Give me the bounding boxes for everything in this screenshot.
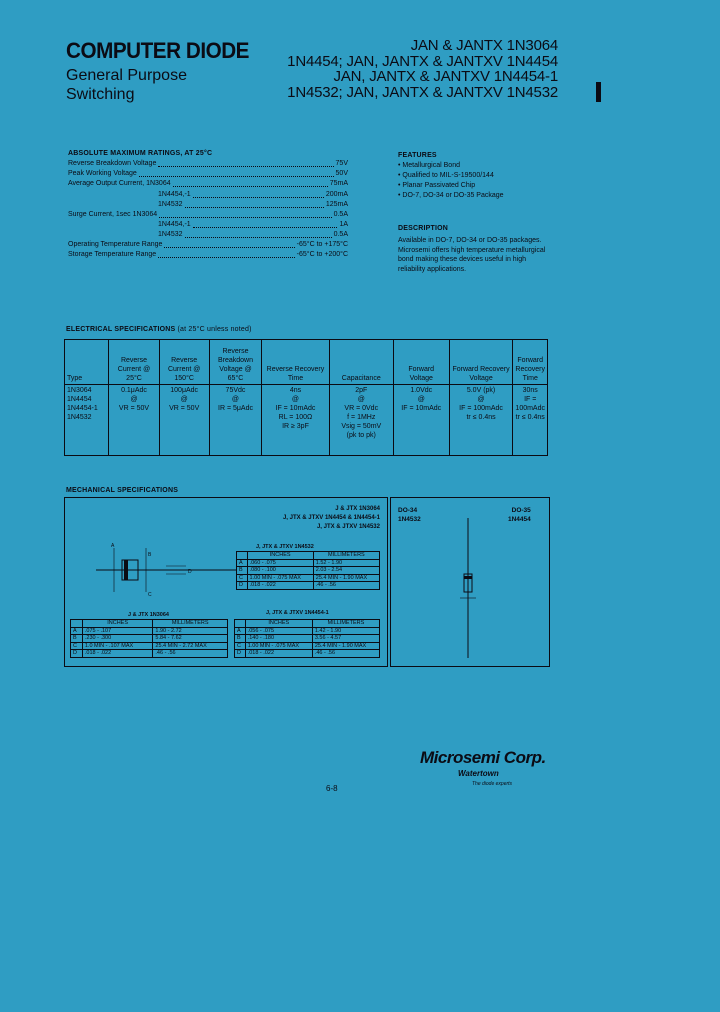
table-cell: 2pF @ VR = 0Vdc f = 1MHz Vsig = 50mV (pk to pk) — [329, 385, 393, 456]
col-header: Reverse Recovery Time — [262, 340, 330, 385]
do35-label-block — [508, 506, 531, 524]
table-cell: D — [237, 582, 248, 590]
rating-row: Storage Temperature Range -65°C to +200°C — [68, 251, 348, 258]
do34-part: 1N4532 — [398, 516, 421, 523]
feature-item: • DO-7, DO-34 or DO-35 Package — [398, 192, 504, 199]
table-cell: .075 - .107 — [82, 627, 153, 635]
feature-item: • Planar Passivated Chip — [398, 182, 476, 189]
table-row — [65, 385, 548, 456]
col-header — [235, 620, 246, 628]
electrical-heading-text: ELECTRICAL SPECIFICATIONS — [66, 326, 176, 333]
table-cell: C — [71, 642, 83, 650]
table-header-row — [71, 620, 228, 628]
description-heading: DESCRIPTION — [398, 225, 449, 232]
do34-label: DO-34 — [398, 507, 418, 514]
features-heading: FEATURES — [398, 152, 437, 159]
col-header: Forward Voltage — [393, 340, 449, 385]
table-cell: .080 - .100 — [247, 567, 313, 575]
table-caption: J & JTX 1N3064 — [128, 612, 169, 618]
do35-part: 1N4454 — [508, 516, 531, 523]
table-row — [237, 567, 380, 575]
table-caption: J, JTX & JTXV 1N4454-1 — [266, 610, 329, 616]
col-header: Reverse Current @ 150°C — [159, 340, 209, 385]
table-cell: 5.84 - 7.62 — [153, 635, 228, 643]
table-cell: .140 - .180 — [245, 635, 312, 643]
table-cell: A — [235, 627, 246, 635]
table-cell: 1.0Vdc @ IF = 10mAdc — [393, 385, 449, 456]
table-cell: 5.0V (pk) @ IF = 100mAdc tr ≤ 0.4ns — [449, 385, 513, 456]
description-text: Available in DO-7, DO-34 or DO-35 packages. Microsemi offers high temperature metallurgical bond making these devices useful in high reliability applications. — [398, 237, 546, 273]
table-cell: .46 - .56 — [153, 650, 228, 658]
rating-row: Surge Current, 1sec 1N3064 0.5A — [68, 211, 348, 218]
table-cell: .018 - .022 — [82, 650, 153, 658]
table-cell: 1N3064 1N4454 1N4454-1 1N4532 — [65, 385, 109, 456]
table-cell: 75Vdc @ IR = 5μAdc — [209, 385, 261, 456]
subtitle-line-2: Switching — [66, 86, 135, 103]
rating-row: 1N4454,-1 200mA — [158, 191, 348, 198]
table-cell: 1.00 MIN - .075 MAX — [245, 642, 312, 650]
features-list — [398, 161, 504, 201]
col-header: Reverse Current @ 25°C — [109, 340, 159, 385]
table-cell: 1.42 - 1.90 — [312, 627, 379, 635]
table-row — [235, 650, 380, 658]
diode-outline-drawing — [96, 540, 236, 600]
table-row — [71, 627, 228, 635]
part-line: 1N4454; JAN, JANTX & JANTXV 1N4454 — [287, 52, 558, 70]
table-cell: 4ns @ IF = 10mAdc RL = 100Ω IR ≥ 3pF — [262, 385, 330, 456]
table-cell: 25.4 MIN - 1.90 MAX — [313, 574, 379, 582]
part-line: JAN & JANTX 1N3064 — [410, 37, 558, 54]
rating-row: 1N4454,-1 1A — [158, 221, 348, 228]
table-row — [235, 627, 380, 635]
table-cell: 3.56 - 4.57 — [312, 635, 379, 643]
company-tagline: The diode experts — [472, 781, 513, 787]
col-header: INCHES — [247, 552, 313, 560]
table-row — [237, 574, 380, 582]
table-cell: 30ns IF = 100mAdc tr ≤ 0.4ns — [513, 385, 548, 456]
col-header: Reverse Breakdown Voltage @ 65°C — [209, 340, 261, 385]
company-logo: Microsemi Corp. — [420, 748, 546, 767]
table-cell: 100μAdc @ VR = 50V — [159, 385, 209, 456]
table-cell: .46 - .56 — [312, 650, 379, 658]
do34-label-block — [398, 506, 421, 524]
table-cell: B — [71, 635, 83, 643]
table-cell: C — [237, 574, 248, 582]
group-label-line: J, JTX & JTXV 1N4454 & 1N4454-1 — [282, 515, 380, 521]
part-numbers — [287, 38, 558, 100]
rating-row: Reverse Breakdown Voltage 75V — [68, 160, 348, 167]
col-header: Forward Recovery Voltage — [449, 340, 513, 385]
page-number: 6-8 — [326, 784, 338, 793]
table-cell: B — [235, 635, 246, 643]
electrical-heading — [66, 326, 252, 333]
part-line: JAN, JANTX & JANTXV 1N4454-1 — [333, 68, 558, 85]
dim-label: B — [148, 552, 152, 558]
col-header: INCHES — [245, 620, 312, 628]
table-header-row — [65, 340, 548, 385]
table-row — [235, 642, 380, 650]
table-cell: D — [235, 650, 246, 658]
table-header-row — [237, 552, 380, 560]
dimension-table-1n4532 — [236, 551, 380, 590]
col-header: Forward Recovery Time — [513, 340, 548, 385]
dimension-table-1n4454 — [234, 619, 380, 658]
dim-label: D — [188, 569, 192, 575]
mechanical-heading: MECHANICAL SPECIFICATIONS — [66, 487, 179, 494]
document-title: COMPUTER DIODE — [66, 38, 250, 63]
dimension-table-1n3064 — [70, 619, 228, 658]
table-cell: D — [71, 650, 83, 658]
table-cell: .056 - .075 — [245, 627, 312, 635]
table-cell: 0.1μAdc @ VR = 50V — [109, 385, 159, 456]
table-cell: 1.0 MIN - .107 MAX — [82, 642, 153, 650]
table-cell: A — [71, 627, 83, 635]
feature-item: • Metallurgical Bond — [398, 162, 460, 169]
col-header: MILLIMETERS — [312, 620, 379, 628]
table-row — [71, 642, 228, 650]
do35-label: DO-35 — [511, 507, 531, 514]
table-row — [71, 650, 228, 658]
table-row — [237, 582, 380, 590]
rating-row: 1N4532 0.5A — [158, 231, 348, 238]
table-cell: .018 - .022 — [247, 582, 313, 590]
col-header: INCHES — [82, 620, 153, 628]
table-row — [71, 635, 228, 643]
part-line: 1N4532; JAN, JANTX & JANTXV 1N4532 — [287, 83, 558, 101]
col-header — [71, 620, 83, 628]
table-cell: A — [237, 559, 248, 567]
rating-row: Peak Working Voltage 50V — [68, 170, 348, 177]
table-cell: C — [235, 642, 246, 650]
do35-diode-drawing — [456, 518, 480, 658]
table-cell: B — [237, 567, 248, 575]
table-cell: .46 - .56 — [313, 582, 379, 590]
table-cell: 25.4 MIN - 2.72 MAX — [153, 642, 228, 650]
rating-row: Average Output Current, 1N3064 75mA — [68, 180, 348, 187]
electrical-spec-table — [64, 339, 548, 456]
table-cell: 1.52 - 1.90 — [313, 559, 379, 567]
table-cell: .018 - .022 — [245, 650, 312, 658]
feature-item: • Qualified to MIL-S-19500/144 — [398, 172, 494, 179]
ratings-heading: ABSOLUTE MAXIMUM RATINGS, AT 25°C — [68, 150, 213, 157]
group-label-line: J & JTX 1N3064 — [335, 506, 380, 512]
col-header: Type — [65, 340, 109, 385]
subtitle-line-1: General Purpose — [66, 67, 187, 84]
table-cell: 1.00 MIN - .075 MAX — [247, 574, 313, 582]
company-division: Watertown — [458, 769, 499, 778]
col-header: MILLIMETERS — [153, 620, 228, 628]
col-header: Capacitance — [329, 340, 393, 385]
col-header: MILLIMETERS — [313, 552, 379, 560]
dim-label: A — [111, 543, 115, 549]
table-cell: .060 - .075 — [247, 559, 313, 567]
table-row — [237, 559, 380, 567]
dim-label: C — [148, 592, 152, 598]
table-cell: 25.4 MIN - 1.90 MAX — [312, 642, 379, 650]
table-cell: 2.03 - 2.54 — [313, 567, 379, 575]
col-header — [237, 552, 248, 560]
table-row — [235, 635, 380, 643]
rating-row: 1N4532 125mA — [158, 201, 348, 208]
table-cell: 1.90 - 2.72 — [153, 627, 228, 635]
electrical-heading-note: (at 25°C unless noted) — [177, 326, 252, 333]
table-caption: J, JTX & JTXV 1N4532 — [256, 544, 314, 550]
edge-marker-bar — [596, 82, 601, 102]
rating-row: Operating Temperature Range -65°C to +175°C — [68, 241, 348, 248]
table-cell: .230 - .300 — [82, 635, 153, 643]
group-label-line: J, JTX & JTXV 1N4532 — [316, 524, 380, 530]
mechanical-group-label — [230, 505, 380, 532]
table-header-row — [235, 620, 380, 628]
